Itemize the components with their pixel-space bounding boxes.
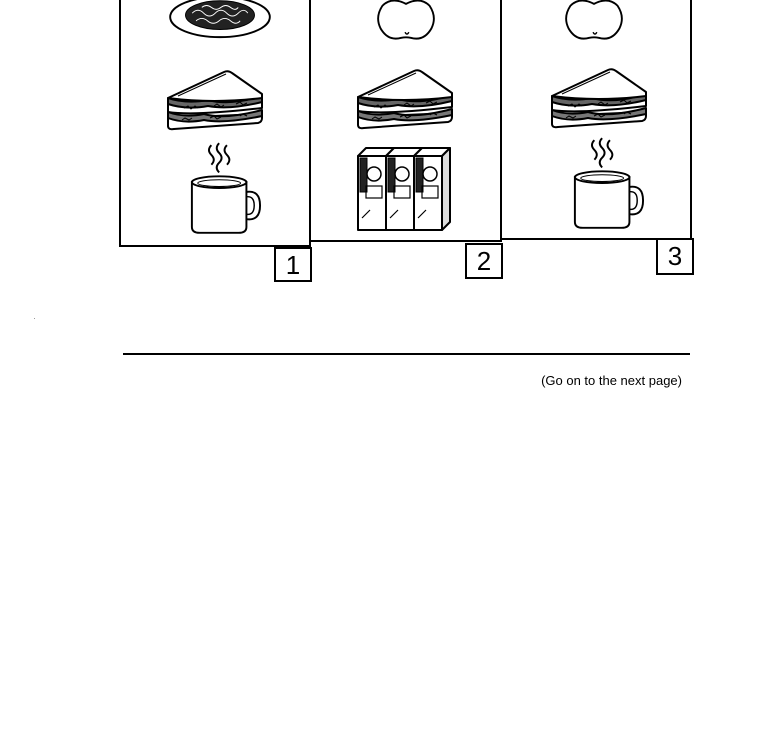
option-2-panel[interactable] bbox=[309, 0, 502, 242]
sandwich-icon bbox=[164, 68, 264, 134]
scan-speck bbox=[34, 318, 35, 319]
option-number-1[interactable]: 1 bbox=[274, 247, 312, 282]
apple-icon bbox=[373, 0, 439, 44]
option-number-3[interactable]: 3 bbox=[656, 238, 694, 275]
next-page-note: (Go on to the next page) bbox=[541, 373, 682, 388]
option-3-panel[interactable] bbox=[500, 0, 692, 240]
coffee-mug-icon bbox=[571, 136, 645, 230]
spaghetti-plate-icon bbox=[166, 0, 274, 40]
option-number-2[interactable]: 2 bbox=[465, 243, 503, 279]
juice-cartons-icon bbox=[356, 146, 462, 232]
sandwich-icon bbox=[548, 66, 648, 132]
sandwich-icon bbox=[354, 67, 454, 133]
option-1-panel[interactable] bbox=[119, 0, 311, 247]
coffee-mug-icon bbox=[188, 141, 262, 235]
footer-divider bbox=[123, 353, 690, 355]
apple-icon bbox=[561, 0, 627, 44]
